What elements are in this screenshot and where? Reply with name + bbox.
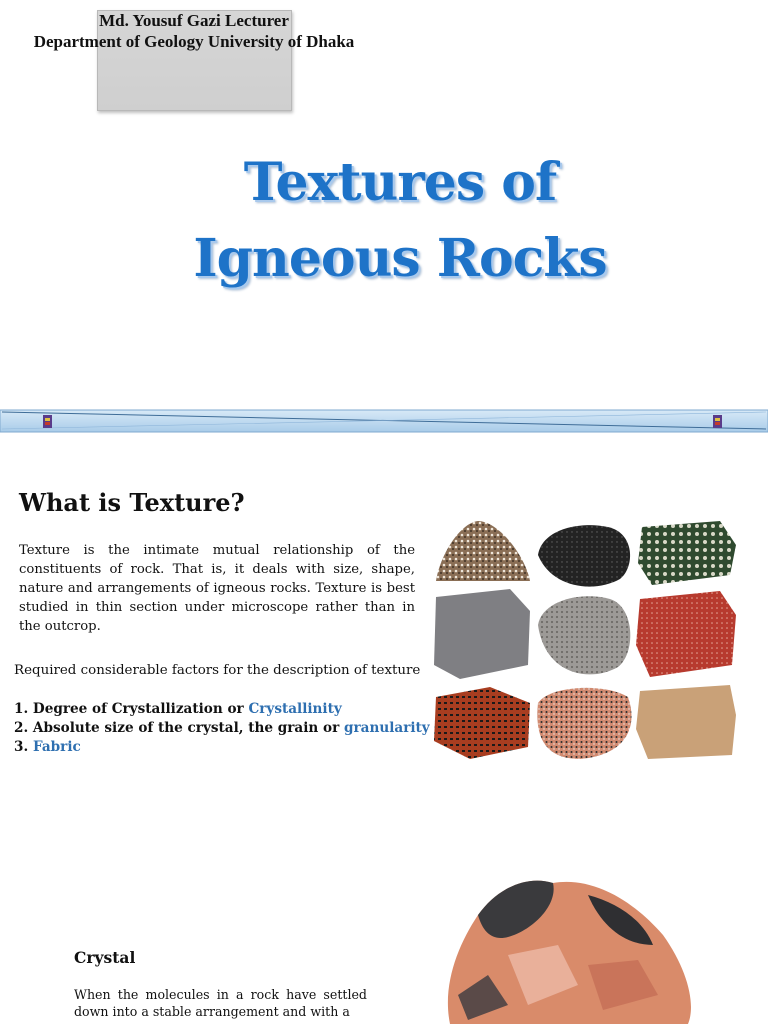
author-name: Md. Yousuf Gazi Lecturer — [99, 11, 289, 30]
list-item: 1. Degree of Crystallization or Crystallinity — [14, 701, 342, 717]
right-emblem-icon — [713, 415, 722, 428]
factors-intro: Required considerable factors for the description of texture — [14, 663, 421, 678]
title-line-1: Textures of — [243, 152, 557, 213]
author-block — [0, 10, 388, 52]
rock-4 — [434, 589, 530, 679]
rock-9 — [636, 685, 736, 759]
decorative-banner — [0, 409, 768, 433]
list-item: 3. Fabric — [14, 739, 81, 755]
crystallinity-link[interactable]: Crystallinity — [248, 701, 342, 717]
left-emblem-icon — [43, 415, 52, 428]
list-item: 2. Absolute size of the crystal, the grain or granularity — [14, 720, 430, 736]
rock-8 — [537, 688, 631, 759]
crystal-rock-image — [438, 875, 698, 1024]
rock-2 — [538, 525, 630, 586]
crystal-paragraph: When the molecules in a rock have settled down into a stable arrangement and with a — [74, 987, 367, 1019]
section-heading: What is Texture? — [19, 488, 245, 517]
rock-1 — [436, 521, 530, 581]
fabric-link[interactable]: Fabric — [32, 739, 81, 755]
igneous-rock-samples-image — [430, 515, 742, 765]
factors-list — [14, 700, 430, 757]
rock-5 — [538, 596, 630, 674]
page-title — [0, 145, 768, 297]
texture-definition: Texture is the intimate mutual relationship of the constituents of rock. That is, it deals with size, shape, nature and arrangements of igneous rocks. Texture is best studied in thin section under microscope rather than in the outcrop. — [19, 543, 415, 634]
rock-3 — [638, 521, 736, 585]
rock-7 — [434, 687, 530, 759]
title-line-2: Igneous Rocks — [193, 228, 607, 289]
granularity-link[interactable]: granularity — [343, 720, 430, 736]
author-department: Department of Geology University of Dhaka — [33, 32, 355, 51]
crystal-heading: Crystal — [74, 948, 136, 967]
rock-6 — [636, 591, 736, 677]
